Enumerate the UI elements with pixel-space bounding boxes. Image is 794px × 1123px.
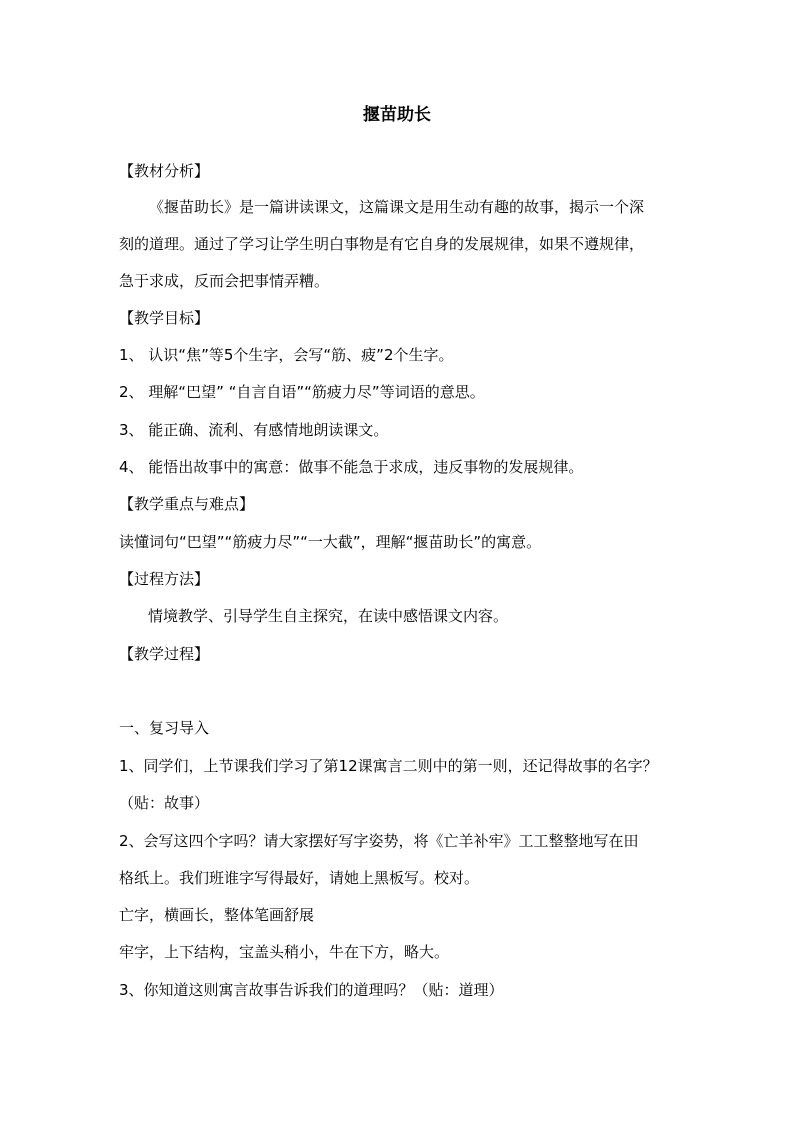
question-line: 1、同学们，上节课我们学习了第12课寓言二则中的第一则，还记得故事的名字？: [119, 757, 658, 775]
question-line: 2、会写这四个字吗？请大家摆好写字姿势，将《亡羊补牢》工工整整地写在田: [119, 832, 639, 850]
question-note: （贴：故事）: [119, 794, 210, 812]
goal-item: 1、 认识“焦”等5个生字，会写“筋、疲”2个生字。: [119, 346, 454, 364]
section-heading-analysis: 【教材分析】: [119, 162, 210, 180]
section-heading-goals: 【教学目标】: [119, 309, 210, 327]
analysis-paragraph-line: 《揠苗助长》是一篇讲读课文，这篇课文是用生动有趣的故事，揭示一个深: [149, 198, 645, 216]
writing-note: 亡字，横画长，整体笔画舒展: [119, 906, 315, 924]
method-text: 情境教学、引导学生自主探究，在读中感悟课文内容。: [148, 607, 509, 625]
writing-note: 牢字，上下结构，宝盖头稍小，牛在下方，略大。: [119, 943, 450, 961]
page-title: 揠苗助长: [363, 105, 431, 125]
section-heading-keypoints: 【教学重点与难点】: [119, 495, 255, 513]
analysis-paragraph-line: 急于求成，反而会把事情弄糟。: [119, 272, 330, 290]
goal-item: 2、 理解“巴望” “自言自语”“筋疲力尽”等词语的意思。: [119, 383, 485, 401]
step-heading: 一、复习导入: [119, 719, 210, 737]
section-heading-method: 【过程方法】: [119, 570, 210, 588]
goal-item: 3、 能正确、流利、有感情地朗读课文。: [119, 421, 389, 439]
goal-item: 4、 能悟出故事中的寓意：做事不能急于求成，违反事物的发展规律。: [119, 458, 584, 476]
question-line: 格纸上。我们班谁字写得最好，请她上黑板写。校对。: [119, 869, 480, 887]
keypoints-text: 读懂词句“巴望”“筋疲力尽”“一大截”，理解“揠苗助长”的寓意。: [119, 533, 542, 551]
section-heading-process: 【教学过程】: [119, 645, 210, 663]
analysis-paragraph-line: 刻的道理。通过了学习让学生明白事物是有它自身的发展规律，如果不遵规律，: [119, 235, 645, 253]
question-line: 3、你知道这则寓言故事告诉我们的道理吗？（贴：道理）: [119, 981, 504, 999]
